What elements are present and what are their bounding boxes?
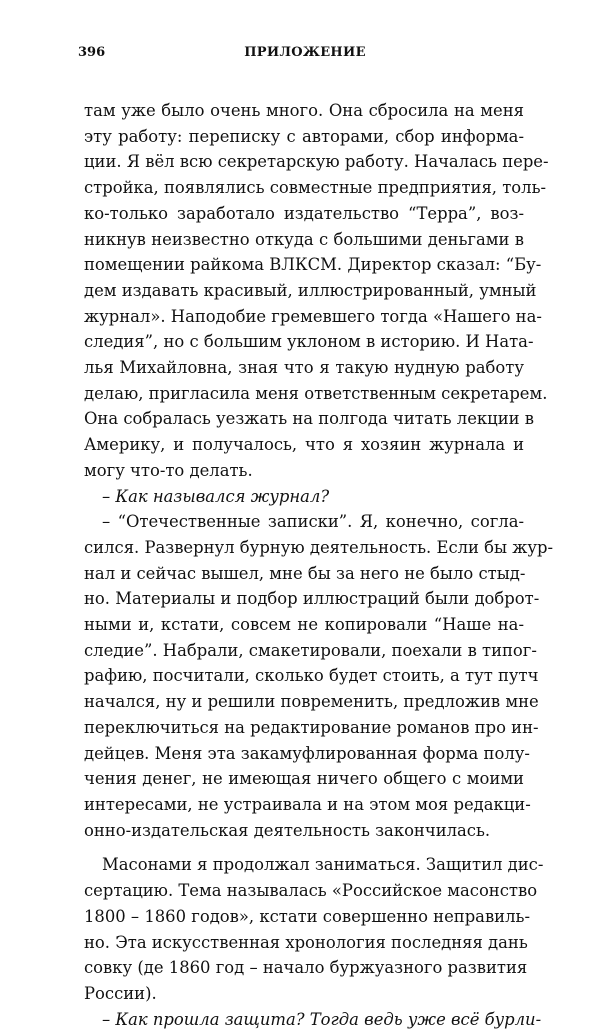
interview-question xyxy=(84,1007,542,1032)
text-line: начался, ну и решили повременить, предложив мне xyxy=(84,692,539,712)
page-header xyxy=(78,45,532,67)
text-line: переключиться на редактирование романов про ин- xyxy=(84,717,539,737)
text-line: но. Эта искусственная хронология последняя дань xyxy=(84,932,528,952)
text-line: дейцев. Меня эта закамуфлированная форма полу- xyxy=(84,743,530,763)
text-line: – Как прошла защита? Тогда ведь уже всё бурли- xyxy=(102,1009,542,1029)
text-line: России). xyxy=(84,983,157,1003)
text-line: Америку, и получалось, что я хозяин журнала и xyxy=(84,435,524,455)
running-title: ПРИЛОЖЕНИЕ xyxy=(244,45,366,60)
text-line: ко-только заработало издательство “Терра”, воз- xyxy=(84,203,524,223)
text-line: никнув неизвестно откуда с большими деньгами в xyxy=(84,229,524,249)
text-line: совку (де 1860 год – начало буржуазного развития xyxy=(84,958,528,978)
text-line: следия”, но с большим уклоном в историю. И Ната- xyxy=(84,332,534,352)
text-line: ции. Я вёл всю секретарскую работу. Началась пере- xyxy=(84,152,549,172)
text-line: дем издавать красивый, иллюстрированный, умный xyxy=(84,280,537,300)
paragraph xyxy=(84,98,549,484)
text-line: делаю, пригласила меня ответственным секретарем. xyxy=(84,383,548,403)
text-line: – “Отечественные записки”. Я, конечно, согла- xyxy=(102,512,524,532)
text-line: сертацию. Тема называлась «Российское масонство xyxy=(84,881,538,901)
text-line: эту работу: переписку с авторами, сбор информа- xyxy=(84,126,524,146)
text-line: Масонами я продолжал заниматься. Защитил дис- xyxy=(102,855,544,875)
text-line: следие”. Набрали, смакетировали, поехали в типог- xyxy=(84,640,537,660)
text-line: лья Михайловна, зная что я такую нудную работу xyxy=(84,358,524,378)
text-line: чения денег, не имеющая ничего общего с моими xyxy=(84,769,524,789)
page-number: 396 xyxy=(78,45,106,60)
text-line: сился. Развернул бурную деятельность. Если бы жур- xyxy=(84,537,554,557)
text-line: рафию, посчитали, сколько будет стоить, а тут путч xyxy=(84,666,539,686)
text-line: ными и, кстати, совсем не копировали “Наше на- xyxy=(84,615,524,635)
text-line: 1800 – 1860 годов», кстати совершенно неправиль- xyxy=(84,906,530,926)
text-line: онно-издательская деятельность закончилась. xyxy=(84,820,491,840)
text-line: журнал». Наподобие гремевшего тогда «Нашего на- xyxy=(84,306,542,326)
text-line: там уже было очень много. Она сбросила на меня xyxy=(84,101,524,120)
text-line: но. Материалы и подбор иллюстраций были доброт- xyxy=(84,589,540,609)
paragraph xyxy=(84,852,544,1006)
paragraph-gap xyxy=(84,843,524,852)
text-line: нал и сейчас вышел, мне бы за него не было стыд- xyxy=(84,563,526,583)
text-line: стройка, появлялись совместные предприятия, толь- xyxy=(84,178,547,198)
text-line: помещении райкома ВЛКСМ. Директор сказал: “Бу- xyxy=(84,255,542,275)
text-line: интересами, не устраивала и на этом моя редакци- xyxy=(84,794,531,814)
text-line: Она собралась уезжать на полгода читать лекции в xyxy=(84,409,534,429)
interview-question xyxy=(84,484,524,510)
body-text xyxy=(84,98,554,1032)
paragraph xyxy=(84,509,554,843)
text-line: – Как назывался журнал? xyxy=(102,486,330,506)
text-line: могу что-то делать. xyxy=(84,460,253,480)
